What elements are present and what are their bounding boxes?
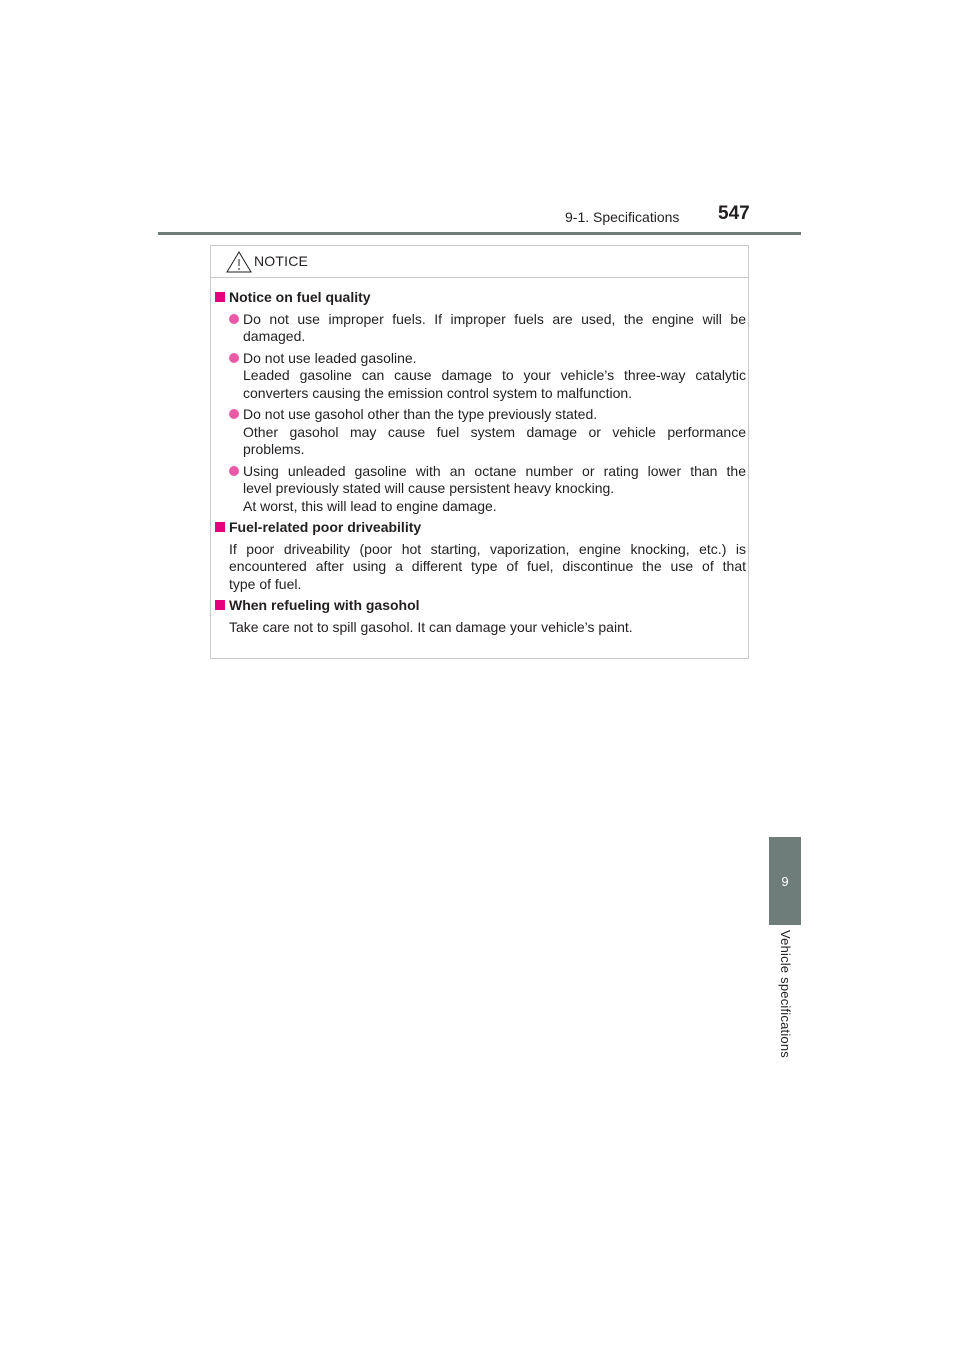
list-item: Do not use leaded gasoline. Leaded gasoline can cause damage to your vehicle’s three-way catalytic converters causing the emission control system to malfunction. xyxy=(229,350,746,403)
circle-bullet-icon xyxy=(229,314,239,324)
notice-box xyxy=(210,245,749,659)
chapter-label: Vehicle specifications xyxy=(778,930,793,1058)
notice-content xyxy=(215,289,746,640)
chapter-number: 9 xyxy=(781,874,789,889)
section-heading-fuel-quality: Notice on fuel quality xyxy=(215,289,746,307)
section-heading-driveability: Fuel-related poor driveability xyxy=(215,519,746,537)
chapter-tab xyxy=(769,837,801,925)
list-item: Do not use gasohol other than the type previously stated. Other gasohol may cause fuel system damage or vehicle performance problems. xyxy=(229,406,746,459)
notice-header xyxy=(211,246,748,278)
square-bullet-icon xyxy=(215,292,225,302)
square-bullet-icon xyxy=(215,522,225,532)
square-bullet-icon xyxy=(215,600,225,610)
header-rule xyxy=(158,232,801,235)
circle-bullet-icon xyxy=(229,353,239,363)
circle-bullet-icon xyxy=(229,466,239,476)
paragraph: Take care not to spill gasohol. It can damage your vehicle’s paint. xyxy=(229,618,633,635)
warning-triangle-icon xyxy=(225,250,253,274)
circle-bullet-icon xyxy=(229,409,239,419)
section-heading-refueling-gasohol: When refueling with gasohol xyxy=(215,597,746,615)
page-number: 547 xyxy=(718,203,750,224)
paragraph: If poor driveability (poor hot starting, vaporization, engine knocking, etc.) is encountered after using a different type of fuel, discontinue the use of that type of fuel. xyxy=(229,540,746,592)
list-item: Using unleaded gasoline with an octane number or rating lower than the level previously stated will cause persistent heavy knocking. At worst, this will lead to engine damage. xyxy=(229,463,746,516)
section-title: 9-1. Specifications xyxy=(565,209,680,225)
notice-title: NOTICE xyxy=(254,253,309,269)
list-item: Do not use improper fuels. If improper fuels are used, the engine will be damaged. xyxy=(229,311,746,346)
